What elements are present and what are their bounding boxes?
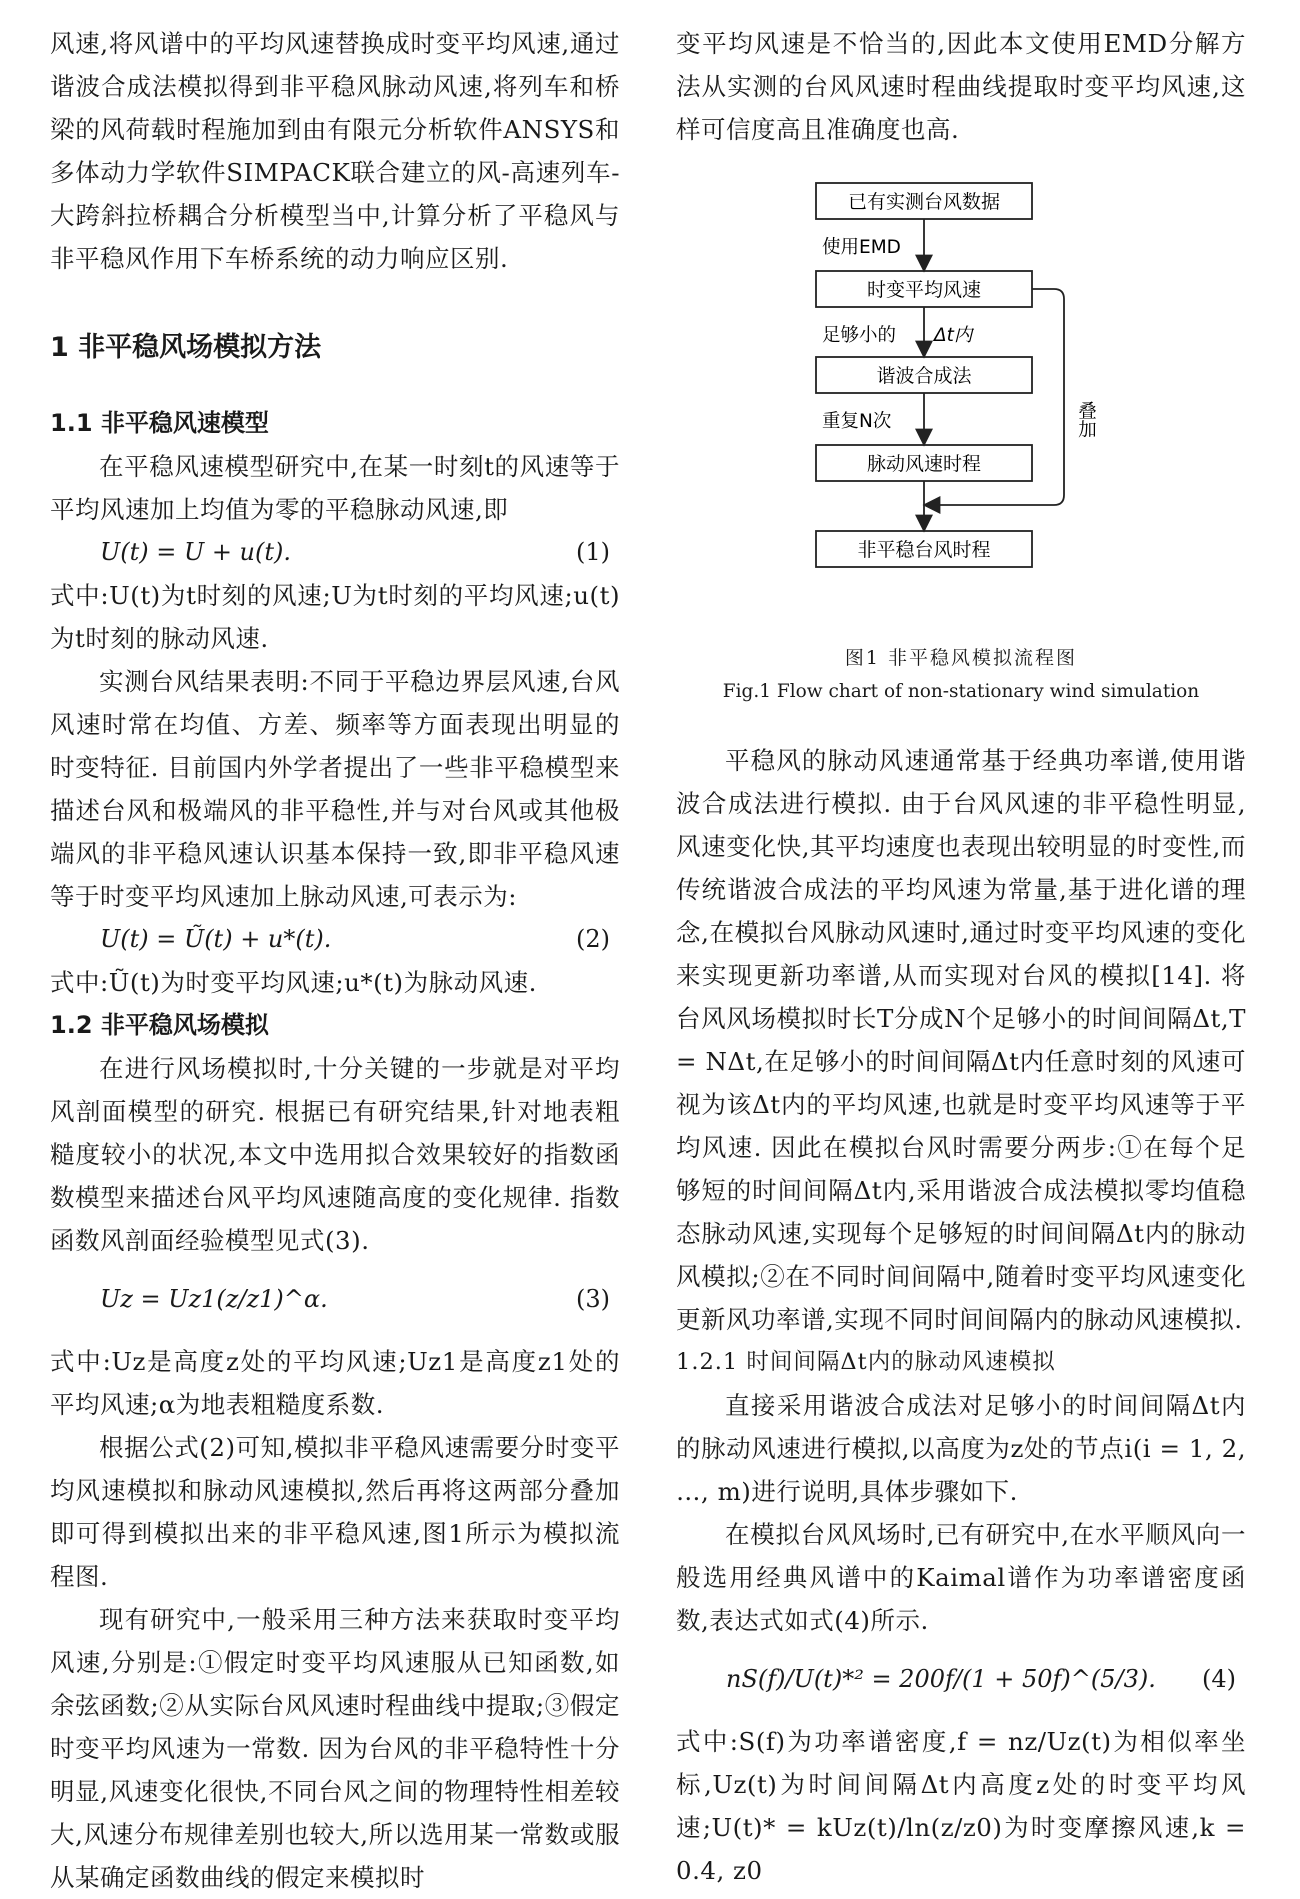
paragraph-1-1-c: 实测台风结果表明:不同于平稳边界层风速,台风风速时常在均值、方差、频率等方面表现出明显的时变特征. 目前国内外学者提出了一些非平稳模型来描述台风和极端风的非平稳性,并与对台风或其他极端风的非平稳风速认识基本保持一致,即非平稳风速等于时变平均风速加上脉动风速,可表示为: xyxy=(50,667,620,911)
equation-3-number: (3) xyxy=(576,1285,610,1313)
flow-box-nonstationary-label: 非平稳台风时程 xyxy=(857,539,991,561)
equation-1-body: U(t) = U + u(t). xyxy=(100,538,292,566)
equation-3 xyxy=(50,1262,620,1340)
paragraph-right-b: 直接采用谐波合成法对足够小的时间间隔Δt内的脉动风速进行模拟,以高度为z处的节点i(i = 1, 2, …, m)进行说明,具体步骤如下. xyxy=(676,1391,1246,1506)
equation-1 xyxy=(50,531,620,574)
equation-2-number: (2) xyxy=(576,925,610,953)
section-1-1-heading: 1.1 非平稳风速模型 xyxy=(50,409,269,437)
flow-box-fluctuating-label: 脉动风速时程 xyxy=(866,453,982,475)
flow-label-superposition: 叠加 xyxy=(1075,401,1097,438)
paragraph-1-2-c: 根据公式(2)可知,模拟非平稳风速需要分时变平均风速模拟和脉动风速模拟,然后再将这两部分叠加即可得到模拟出来的非平稳风速,图1所示为模拟流程图. xyxy=(50,1433,620,1591)
paragraph-1-2-d: 现有研究中,一般采用三种方法来获取时变平均风速,分别是:①假定时变平均风速服从已知函数,如余弦函数;②从实际台风风速时程曲线中提取;③假定时变平均风速为一常数. 因为台风的非平稳特性十分明显,风速变化很快,不同台风之间的物理特性相差较大,风速分布规律差别也较大,所以选用某一常数或服从某确定函数曲线的假定来模拟时 xyxy=(50,1605,620,1892)
paragraph-1-1-b: 式中:U(t)为t时刻的风速;U为t时刻的平均风速;u(t)为t时刻的脉动风速. xyxy=(50,581,620,653)
equation-1-number: (1) xyxy=(576,538,610,566)
equation-4 xyxy=(676,1642,1246,1720)
flow-box-mean-wind-label: 时变平均风速 xyxy=(866,279,982,301)
paragraph-right-d: 式中:S(f)为功率谱密度,f = nz/Uz(t)为相似率坐标,Uz(t)为时间间隔Δt内高度z处的时变平均风速;U(t)* = kUz(t)/ln(z/z0)为时变摩擦风速,k = 0.4, z0 xyxy=(676,1727,1246,1885)
equation-4-number: (4) xyxy=(1202,1665,1236,1693)
paragraph-1-1-d: 式中:Ũ(t)为时变平均风速;u*(t)为脉动风速. xyxy=(50,968,537,997)
paragraph-1-2-a: 在进行风场模拟时,十分关键的一步就是对平均风剖面模型的研究. 根据已有研究结果,针对地表粗糙度较小的状况,本文中选用拟合效果较好的指数函数模型来描述台风平均风速随高度的变化规律. 指数函数风剖面经验模型见式(3). xyxy=(50,1054,620,1255)
section-1-2-heading: 1.2 非平稳风场模拟 xyxy=(50,1011,269,1039)
paragraph-intro: 风速,将风谱中的平均风速替换成时变平均风速,通过谐波合成法模拟得到非平稳风脉动风速,将列车和桥梁的风荷载时程施加到由有限元分析软件ANSYS和多体动力学软件SIMPACK联合建立的风-高速列车-大跨斜拉桥耦合分析模型当中,计算分析了平稳风与非平稳风作用下车桥系统的动力响应区别. xyxy=(50,29,620,273)
flow-label-repeat: 重复N次 xyxy=(822,411,892,432)
right-column xyxy=(676,22,1246,1892)
equation-4-body: nS(f)/U(t)*² = 200f/(1 + 50f)^(5/3). xyxy=(726,1665,1156,1693)
equation-2-body: U(t) = Ũ(t) + u*(t). xyxy=(100,925,332,953)
left-column xyxy=(50,22,620,1899)
paragraph-right-c: 在模拟台风风场时,已有研究中,在水平顺风向一般选用经典风谱中的Kaimal谱作为功率谱密度函数,表达式如式(4)所示. xyxy=(676,1520,1246,1635)
paragraph-right-a: 平稳风的脉动风速通常基于经典功率谱,使用谐波合成法进行模拟. 由于台风风速的非平稳性明显,风速变化快,其平均速度也表现出较明显的时变性,而传统谐波合成法的平均风速为常量,基于进化谱的理念,在模拟台风脉动风速时,通过时变平均风速的变化来实现更新功率谱,从而实现对台风的模拟[14]. 将台风风场模拟时长T分成N个足够小的时间间隔Δt,T = NΔt,在足够小的时间间隔Δt内任意时刻的风速可视为该Δt内的平均风速,也就是时变平均风速等于平均风速. 因此在模拟台风时需要分两步:①在每个足够短的时间间隔Δt内,采用谐波合成法模拟零均值稳态脉动风速,实现每个足够短的时间间隔Δt内的脉动风模拟;②在不同时间间隔中,随着时变平均风速变化更新风功率谱,实现不同时间间隔内的脉动风速模拟. xyxy=(676,746,1246,1334)
flowchart-figure xyxy=(676,161,1246,635)
section-1-2-1-heading: 1.2.1 时间间隔Δt内的脉动风速模拟 xyxy=(676,1349,1056,1375)
flow-label-emd: 使用EMD xyxy=(822,237,901,258)
flow-box-harmonic-label: 谐波合成法 xyxy=(876,365,972,387)
flow-label-dt: Δt内 xyxy=(934,325,973,346)
section-1-heading: 1 非平稳风场模拟方法 xyxy=(50,332,322,363)
paragraph-1-2-b: 式中:Uz是高度z处的平均风速;Uz1是高度z1处的平均风速;α为地表粗糙度系数. xyxy=(50,1347,620,1419)
flow-label-small: 足够小的 xyxy=(822,325,897,346)
figure-caption-cn: 图1 非平稳风模拟流程图 xyxy=(844,647,1078,669)
equation-2 xyxy=(50,918,620,961)
equation-3-body: Uz = Uz1(z/z1)^α. xyxy=(100,1285,328,1313)
paragraph-1-1-a: 在平稳风速模型研究中,在某一时刻t的风速等于平均风速加上均值为零的平稳脉动风速,即 xyxy=(50,452,620,524)
paragraph-right-top: 变平均风速是不恰当的,因此本文使用EMD分解方法从实测的台风风速时程曲线提取时变平均风速,这样可信度高且准确度也高. xyxy=(676,29,1246,144)
flow-box-measured-data-label: 已有实测台风数据 xyxy=(847,191,1001,213)
flowchart-svg xyxy=(676,161,1246,635)
figure-caption-en: Fig.1 Flow chart of non-stationary wind simulation xyxy=(722,681,1200,702)
